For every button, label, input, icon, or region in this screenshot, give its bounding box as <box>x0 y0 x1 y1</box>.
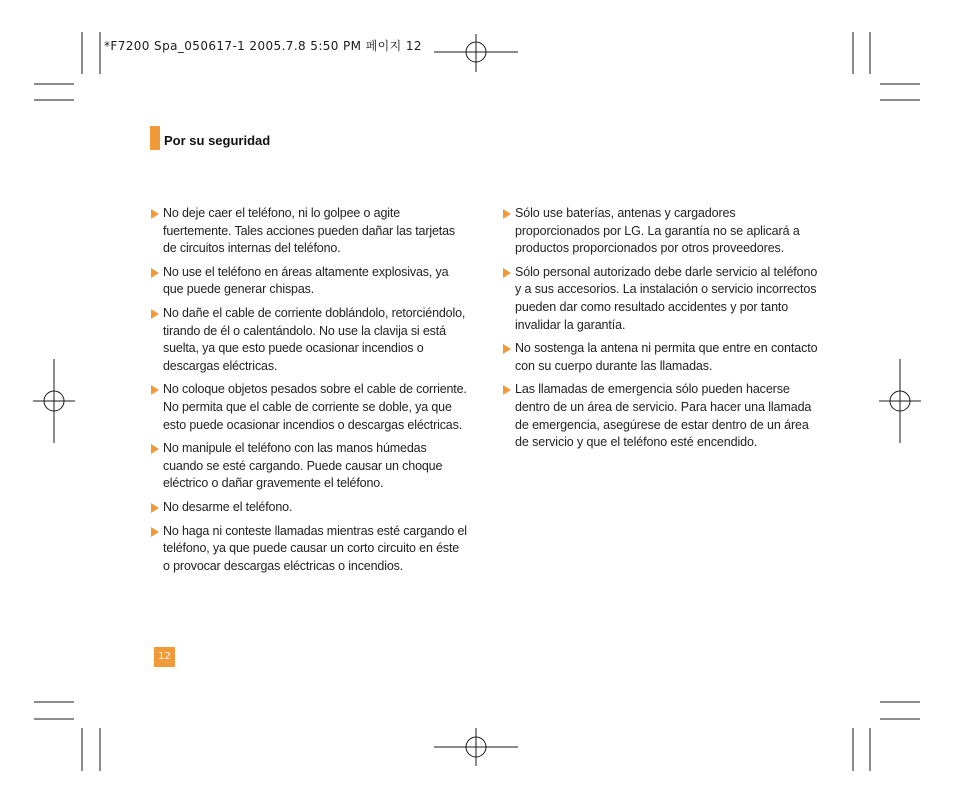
triangle-bullet-icon <box>151 385 159 395</box>
triangle-bullet-icon <box>503 209 511 219</box>
list-item <box>150 205 468 258</box>
registration-target-bottom <box>434 728 518 766</box>
triangle-bullet-icon <box>151 527 159 537</box>
list-item-text: Sólo use baterías, antenas y cargadores proporcionados por LG. La garantía no se aplicará a productos proporcionados por otros proveedores. <box>515 206 800 256</box>
triangle-bullet-icon <box>151 309 159 319</box>
triangle-bullet-icon <box>503 344 511 354</box>
section-marker <box>150 126 160 150</box>
registration-target-top <box>434 34 518 72</box>
list-item-text: No use el teléfono en áreas altamente explosivas, ya que puede generar chispas. <box>163 264 449 297</box>
list-item <box>502 205 822 258</box>
list-item <box>502 381 822 451</box>
list-item <box>150 305 468 375</box>
triangle-bullet-icon <box>503 268 511 278</box>
safety-list-right <box>502 205 822 458</box>
registration-target-left <box>33 359 75 443</box>
list-item-text: No desarme el teléfono. <box>163 499 293 514</box>
triangle-bullet-icon <box>503 385 511 395</box>
list-item <box>150 264 468 299</box>
list-item-text: No coloque objetos pesados sobre el cable de corriente. No permita que el cable de corriente se doble, ya que esto puede ocasionar incendios o descargas eléctricas. <box>163 382 467 432</box>
page-number: 12 <box>154 647 175 667</box>
list-item-text: Las llamadas de emergencia sólo pueden hacerse dentro de un área de servicio. Para hacer una llamada de emergencia, asegúrese de estar dentro de un área de servicio y que el teléfono esté encendido. <box>515 382 812 450</box>
list-item <box>502 264 822 334</box>
list-item-text: No sostenga la antena ni permita que entre en contacto con su cuerpo durante las llamadas. <box>515 341 818 373</box>
list-item <box>502 340 822 375</box>
triangle-bullet-icon <box>151 209 159 219</box>
list-item <box>150 440 468 493</box>
triangle-bullet-icon <box>151 444 159 454</box>
triangle-bullet-icon <box>151 503 159 513</box>
section-title: Por su seguridad <box>164 133 271 148</box>
print-slug: *F7200 Spa_050617-1 2005.7.8 5:50 PM 페이지 12 <box>104 39 422 53</box>
triangle-bullet-icon <box>151 268 159 278</box>
list-item <box>150 523 468 576</box>
registration-target-right <box>879 359 921 443</box>
list-item-text: No haga ni conteste llamadas mientras esté cargando el teléfono, ya que puede causar un corto circuito en éste o provocar descargas eléctricas o incendios. <box>163 523 467 573</box>
safety-list-left <box>150 205 468 581</box>
list-item-text: No deje caer el teléfono, ni lo golpee o agite fuertemente. Tales acciones pueden dañar las tarjetas de circuitos internas del teléfono. <box>163 206 456 256</box>
list-item-text: No dañe el cable de corriente doblándolo, retorciéndolo, tirando de él o calentándolo. No use la clavija si está suelta, ya que esto puede ocasionar incendios o descargas eléctricas. <box>163 305 466 373</box>
list-item <box>150 499 468 517</box>
list-item-text: Sólo personal autorizado debe darle servicio al teléfono y a sus accesorios. La instalación o servicio incorrectos pueden dar como resultado accidentes y por tanto invalidar la garantía. <box>515 264 818 332</box>
list-item <box>150 381 468 434</box>
list-item-text: No manipule el teléfono con las manos húmedas cuando se esté cargando. Puede causar un choque eléctrico o dañar gravemente el teléfono. <box>163 441 443 491</box>
